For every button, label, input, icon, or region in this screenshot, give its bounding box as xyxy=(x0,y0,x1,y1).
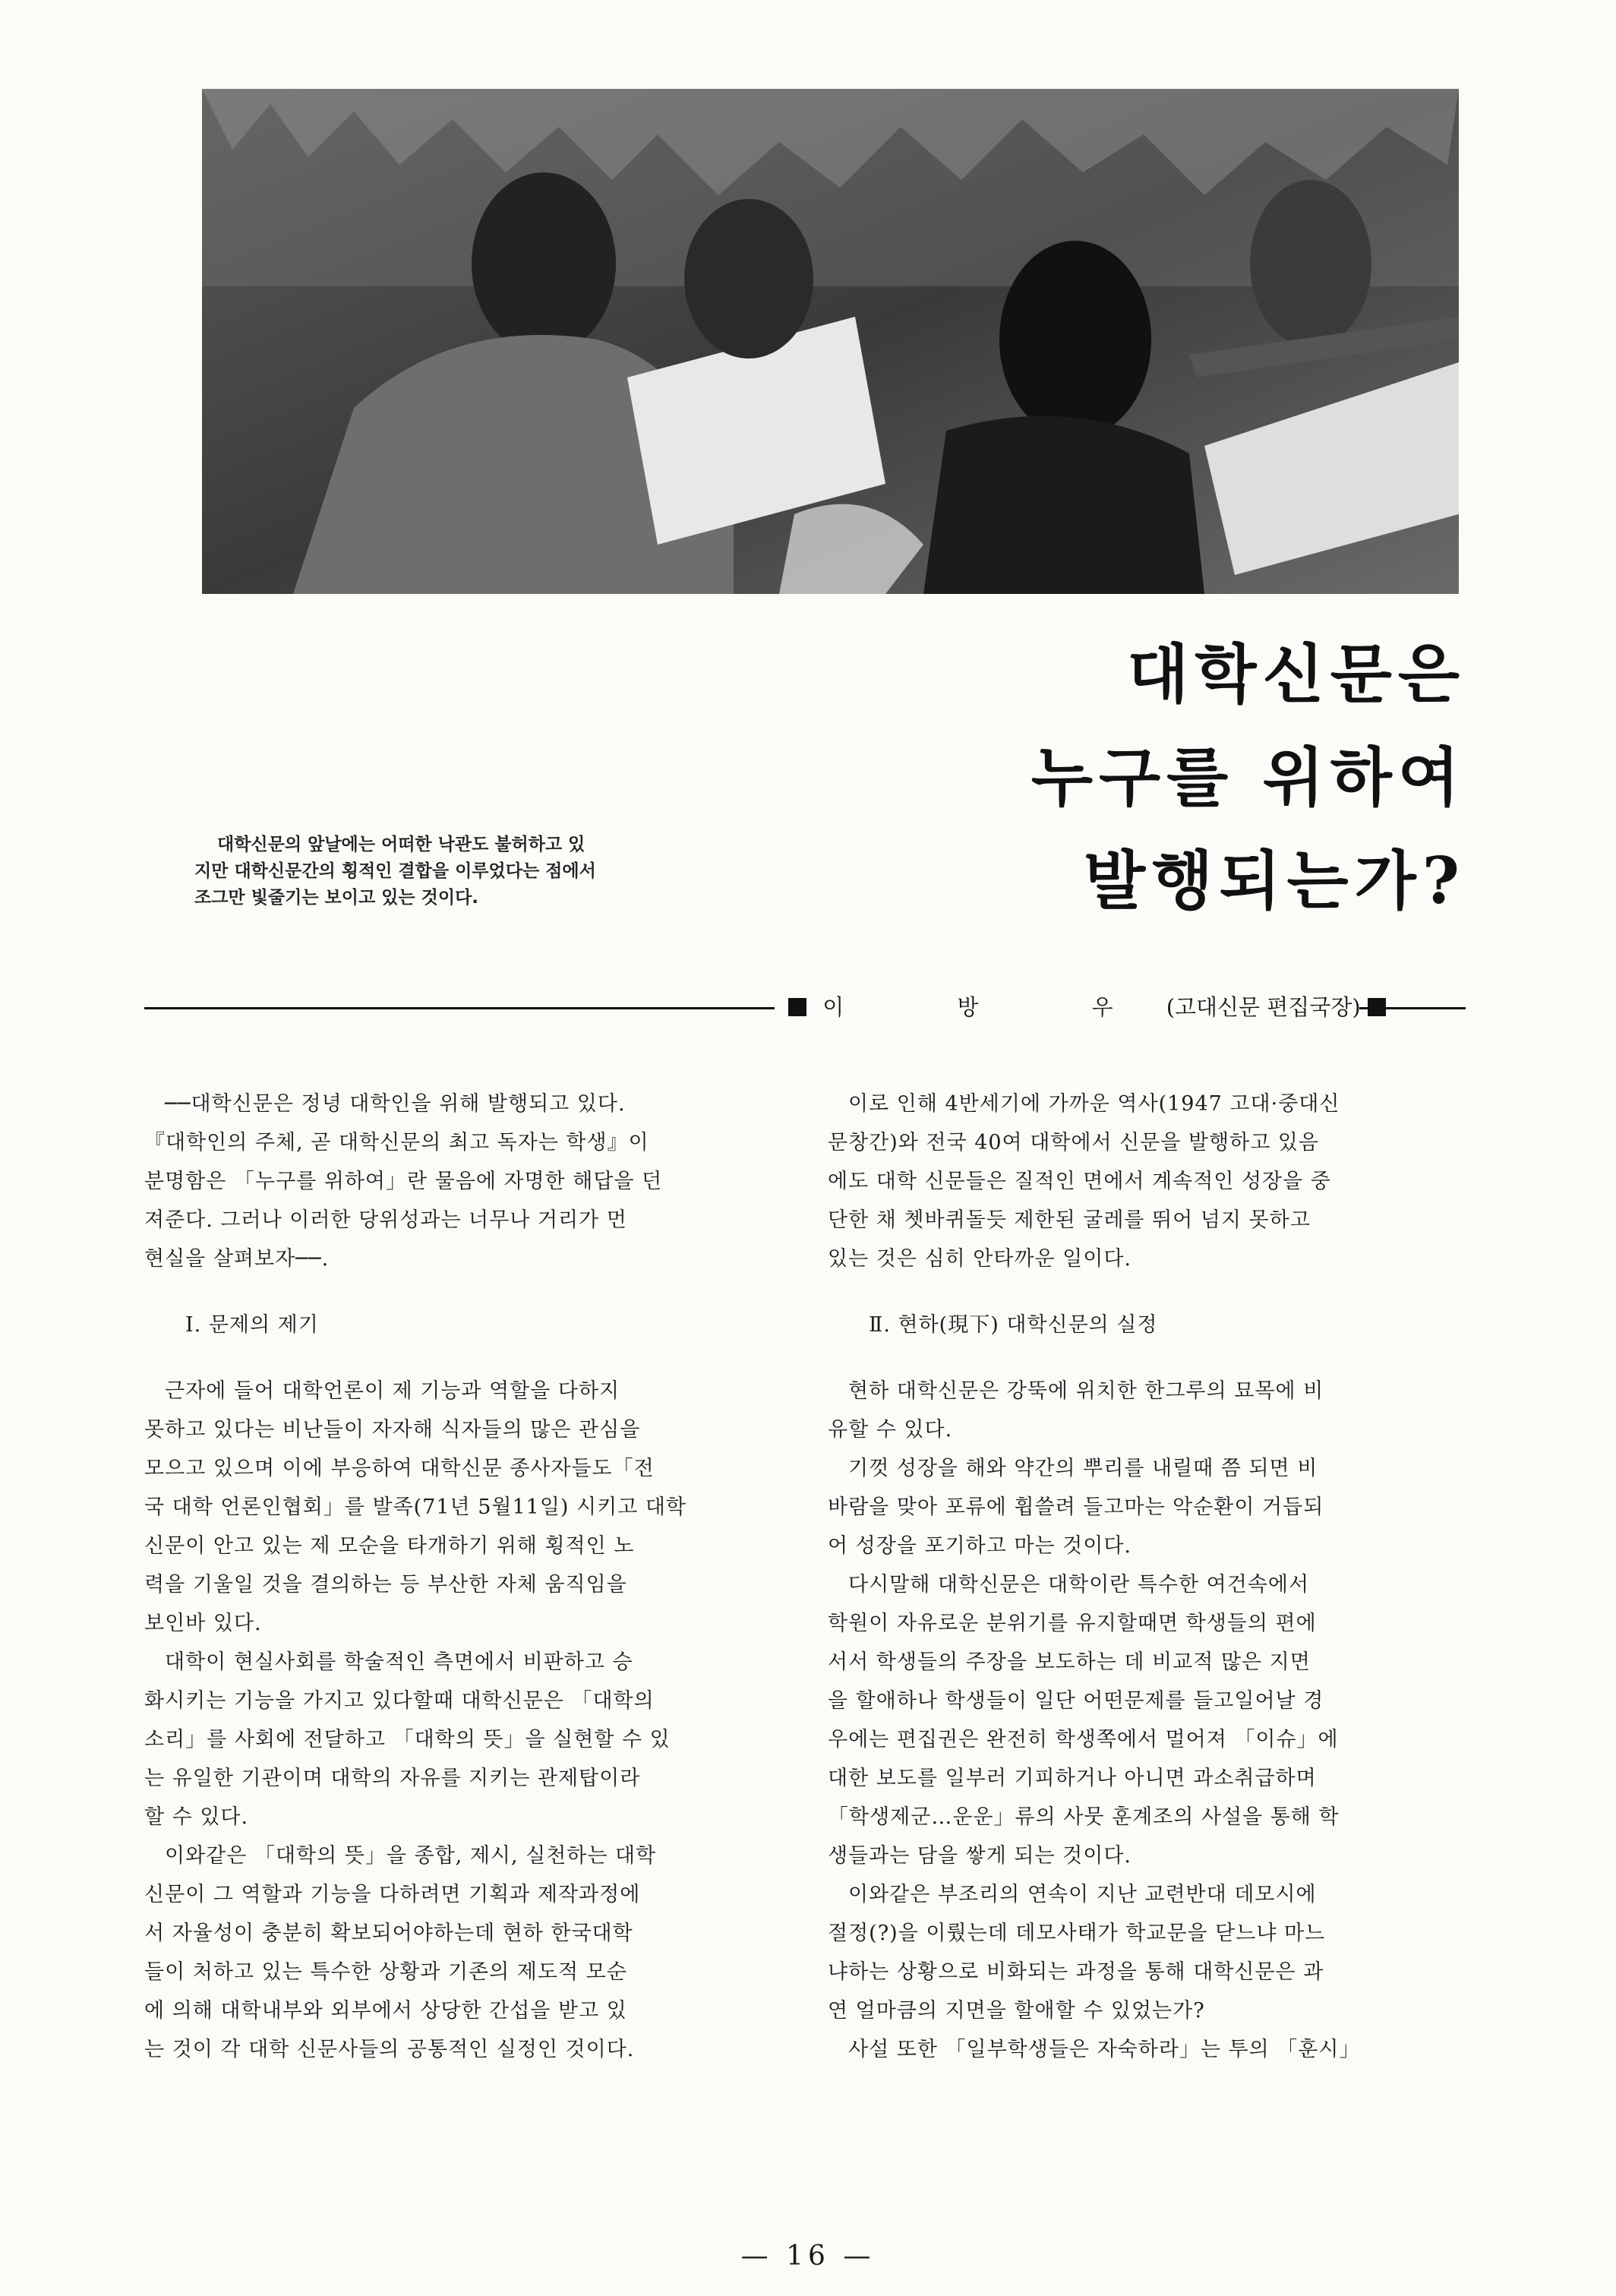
photo-illustration xyxy=(202,89,1459,594)
text-line: 사설 또한 「일부학생들은 자숙하라」는 투의 「훈시」 xyxy=(848,2038,1361,2061)
text-line: 국 대학 언론인협회」를 발족(71년 5월11일) 시키고 대학 xyxy=(144,1495,687,1519)
caption-line: 조그만 빛줄기는 보이고 있는 것이다. xyxy=(194,888,479,908)
text-line: 유할 수 있다. xyxy=(828,1418,953,1442)
paragraph xyxy=(144,1372,775,1643)
text-line: 학원이 자유로운 분위기를 유지할때면 학생들의 편에 xyxy=(828,1612,1317,1635)
right-column xyxy=(828,1085,1466,2069)
text-line: 신문이 그 역할과 기능을 다하려면 기획과 제작과정에 xyxy=(144,1883,641,1906)
text-line: 「학생제군…운운」류의 사뭇 훈계조의 사설을 통해 학 xyxy=(828,1805,1340,1829)
text-line: 생들과는 담을 쌓게 되는 것이다. xyxy=(828,1844,1132,1868)
paragraph xyxy=(828,1085,1466,1278)
text-line: 현실을 살펴보자──. xyxy=(144,1247,330,1271)
text-line: 냐하는 상황으로 비화되는 과정을 통해 대학신문은 과 xyxy=(828,1960,1324,1984)
text-line: 우에는 편집권은 완전히 학생쪽에서 멀어져 「이슈」에 xyxy=(828,1728,1339,1751)
text-line: 을 할애하나 학생들이 일단 어떤문제를 들고일어날 경 xyxy=(828,1689,1324,1713)
text-line: 대한 보도를 일부러 기피하거나 아니면 과소취급하며 xyxy=(828,1767,1317,1790)
text-line: 는 유일한 기관이며 대학의 자유를 지키는 관제탑이라 xyxy=(144,1767,641,1790)
text-line: 에 의해 대학내부와 외부에서 상당한 간섭을 받고 있 xyxy=(144,1999,627,2023)
text-line: 절정(?)을 이뤘는데 데모사태가 학교문을 닫느냐 마느 xyxy=(828,1922,1326,1945)
text-line: 『대학인의 주체, 곧 대학신문의 최고 독자는 학생』이 xyxy=(144,1131,649,1154)
square-bullet-icon xyxy=(788,998,806,1016)
caption-line: 대학신문의 앞날에는 어떠한 낙관도 불허하고 있 xyxy=(217,835,585,854)
byline-row xyxy=(144,992,1466,1022)
text-line: 현하 대학신문은 강뚝에 위치한 한그루의 묘목에 비 xyxy=(848,1379,1324,1403)
text-line: 기껏 성장을 해와 약간의 뿌리를 내릴때 쯤 되면 비 xyxy=(848,1457,1318,1480)
text-line: 모으고 있으며 이에 부응하여 대학신문 종사자들도「전 xyxy=(144,1457,655,1480)
text-line: 분명함은 「누구를 위하여」란 물음에 자명한 해답을 던 xyxy=(144,1170,663,1193)
text-line: 근자에 들어 대학언론이 제 기능과 역할을 다하지 xyxy=(165,1379,620,1403)
text-line: 할 수 있다. xyxy=(144,1805,249,1829)
paragraph xyxy=(828,1565,1466,1875)
text-line: 대학이 현실사회를 학술적인 측면에서 비판하고 승 xyxy=(165,1650,633,1674)
author-name: 이 방 우 xyxy=(822,994,1166,1020)
paragraph xyxy=(828,2030,1466,2069)
text-line: ──대학신문은 정녕 대학인을 위해 발행되고 있다. xyxy=(165,1092,626,1116)
text-line: 단한 채 쳇바퀴돌듯 제한된 굴레를 뛰어 넘지 못하고 xyxy=(828,1208,1311,1232)
text-line: 서서 학생들의 주장을 보도하는 데 비교적 많은 지면 xyxy=(828,1650,1311,1674)
text-line: 신문이 안고 있는 제 모순을 타개하기 위해 횡적인 노 xyxy=(144,1534,635,1558)
paragraph xyxy=(144,1836,775,2069)
text-line: 바람을 맞아 포류에 휩쓸려 들고마는 악순환이 거듭되 xyxy=(828,1495,1324,1519)
headline-line: 대학신문은 xyxy=(1127,636,1466,712)
text-line: 못하고 있다는 비난들이 자자해 식자들의 많은 관심을 xyxy=(144,1418,641,1442)
text-line: 문창간)와 전국 40여 대학에서 신문을 발행하고 있음 xyxy=(828,1131,1320,1154)
rule-divider xyxy=(144,1007,775,1009)
text-line: 이와같은 부조리의 연속이 지난 교련반대 데모시에 xyxy=(848,1883,1317,1906)
text-line: 이로 인해 4반세기에 가까운 역사(1947 고대·중대신 xyxy=(848,1092,1340,1116)
text-line: 져준다. 그러나 이러한 당위성과는 너무나 거리가 먼 xyxy=(144,1208,627,1232)
left-column xyxy=(144,1085,775,2069)
section-heading: Ⅱ. 현하(現下) 대학신문의 실정 xyxy=(869,1313,1158,1337)
text-line: 에도 대학 신문들은 질적인 면에서 계속적인 성장을 중 xyxy=(828,1170,1331,1193)
rule-divider xyxy=(1359,1007,1466,1009)
text-line: 서 자율성이 충분히 확보되어야하는데 현하 한국대학 xyxy=(144,1922,633,1945)
text-line: 력을 기울일 것을 결의하는 등 부산한 자체 움직임을 xyxy=(144,1573,627,1596)
author-title: (고대신문 편집국장) xyxy=(1166,994,1361,1020)
paragraph xyxy=(828,1372,1466,1449)
photo-caption xyxy=(194,832,772,911)
paragraph xyxy=(144,1643,775,1836)
section-heading: Ⅰ. 문제의 제기 xyxy=(185,1313,319,1337)
text-line: 이와같은 「대학의 뜻」을 종합, 제시, 실천하는 대학 xyxy=(165,1844,657,1868)
paragraph xyxy=(828,1875,1466,2030)
article-photo xyxy=(202,89,1459,594)
headline-line: 발행되는가? xyxy=(1084,843,1466,918)
text-line: 연 얼마큼의 지면을 할애할 수 있었는가? xyxy=(828,1999,1205,2023)
byline xyxy=(788,992,1361,1022)
text-line: 는 것이 각 대학 신문사들의 공통적인 실정인 것이다. xyxy=(144,2038,635,2061)
text-line: 들이 처하고 있는 특수한 상황과 기존의 제도적 모순 xyxy=(144,1960,627,1984)
text-line: 소리」를 사회에 전달하고 「대학의 뜻」을 실현할 수 있 xyxy=(144,1728,671,1751)
caption-line: 지만 대학신문간의 횡적인 결합을 이루었다는 점에서 xyxy=(194,861,596,881)
paragraph xyxy=(828,1449,1466,1565)
text-line: 어 성장을 포기하고 마는 것이다. xyxy=(828,1534,1132,1558)
article-headline xyxy=(964,623,1466,933)
text-line: 보인바 있다. xyxy=(144,1612,262,1635)
text-line: 화시키는 기능을 가지고 있다할때 대학신문은 「대학의 xyxy=(144,1689,655,1713)
page-number: — 16 — xyxy=(740,2241,876,2272)
text-line: 있는 것은 심히 안타까운 일이다. xyxy=(828,1247,1132,1271)
headline-line: 누구를 위하여 xyxy=(1031,740,1466,815)
text-line: 다시말해 대학신문은 대학이란 특수한 여건속에서 xyxy=(848,1573,1310,1596)
intro-paragraph xyxy=(144,1085,775,1278)
